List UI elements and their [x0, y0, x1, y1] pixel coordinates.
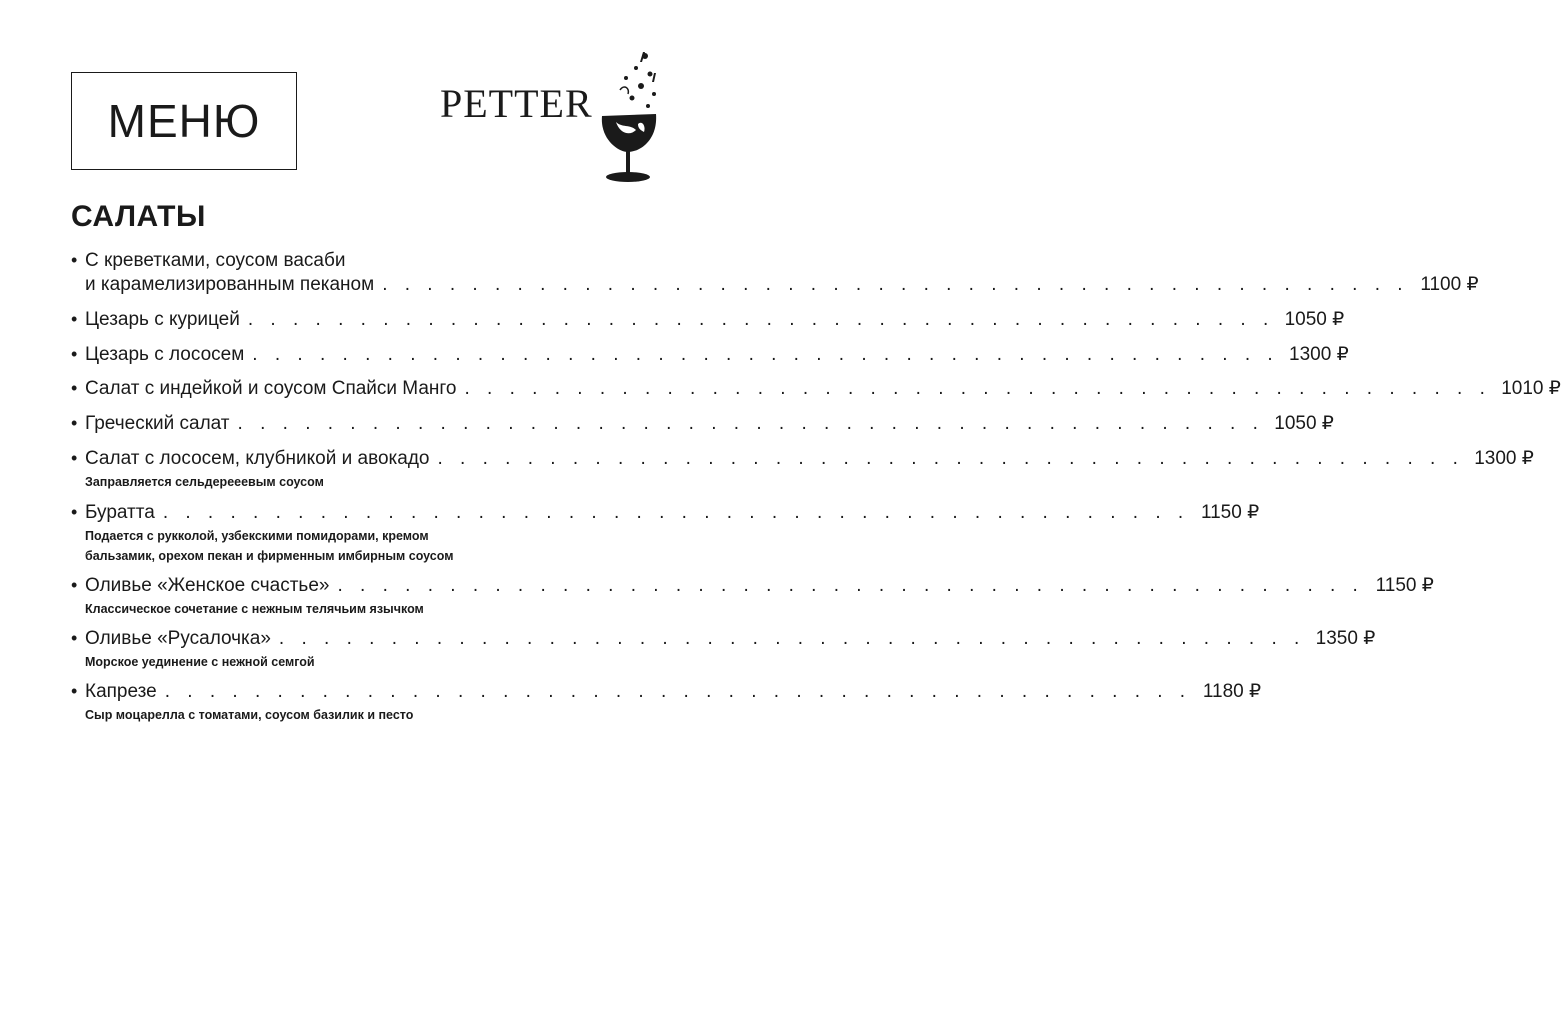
menu-item — [71, 307, 1345, 332]
item-name: Цезарь с курицей — [85, 309, 240, 330]
item-description: Сыр моцарелла с томатами, соусом базилик и песто — [85, 708, 414, 722]
menu-item — [71, 411, 1334, 436]
leader-dots: . . . . . . . . . . . . . . . . . . . . . . . . . . . . . . . . . . . . . . . . . . . . . . — [337, 575, 1364, 596]
item-price: 1150 ₽ — [1200, 502, 1260, 523]
leader-dots: . . . . . . . . . . . . . . . . . . . . . . . . . . . . . . . . . . . . . . . . . . . . . . — [252, 344, 1279, 365]
menu-item — [71, 248, 1479, 297]
item-description-line2: бальзамик, орехом пекан и фирменным имбирным соусом — [85, 549, 454, 563]
item-name: Салат с индейкой и соусом Спайси Манго — [85, 378, 457, 399]
item-description: Классическое сочетание с нежным телячьим язычком — [85, 602, 424, 616]
section-title: САЛАТЫ — [71, 200, 206, 233]
leader-dots: . . . . . . . . . . . . . . . . . . . . . . . . . . . . . . . . . . . . . . . . . . . . . . — [164, 681, 1192, 702]
item-price: 1350 ₽ — [1315, 628, 1376, 649]
bullet: • — [71, 378, 78, 398]
bullet: • — [71, 413, 78, 433]
leader-dots: . . . . . . . . . . . . . . . . . . . . . . . . . . . . . . . . . . . . . . . . . . . . . . — [437, 448, 1464, 469]
menu-item — [71, 500, 1260, 566]
item-price: 1050 ₽ — [1284, 309, 1345, 330]
item-description: Морское уединение с нежной семгой — [85, 655, 315, 669]
bullet: • — [71, 502, 78, 522]
item-price: 1100 ₽ — [1420, 274, 1479, 295]
menu-item — [71, 626, 1376, 672]
item-description: Подается с рукколой, узбекскими помидорами, кремом — [85, 529, 429, 543]
bullet: • — [71, 448, 78, 468]
item-name: и карамелизированным пеканом — [85, 274, 375, 295]
page-title: МЕНЮ — [107, 95, 261, 147]
bullet: • — [71, 250, 78, 270]
leader-dots: . . . . . . . . . . . . . . . . . . . . . . . . . . . . . . . . . . . . . . . . . . . . . . — [278, 628, 1306, 649]
item-description: Заправляется сельдерееевым соусом — [85, 475, 324, 489]
item-price: 1150 ₽ — [1375, 575, 1434, 596]
item-price: 1010 ₽ — [1501, 378, 1561, 399]
menu-item — [71, 446, 1534, 492]
leader-dots: . . . . . . . . . . . . . . . . . . . . . . . . . . . . . . . . . . . . . . . . . . . . . . — [162, 502, 1190, 523]
item-name: Оливье «Женское счастье» — [85, 575, 330, 596]
item-name: Оливье «Русалочка» — [85, 628, 271, 649]
menu-item — [71, 679, 1262, 725]
item-price: 1300 ₽ — [1474, 448, 1534, 469]
item-name: Капрезе — [85, 681, 157, 702]
logo-text: PETTER — [440, 81, 593, 126]
item-price: 1180 ₽ — [1202, 681, 1262, 702]
item-name: Буратта — [85, 502, 155, 523]
leader-dots: . . . . . . . . . . . . . . . . . . . . . . . . . . . . . . . . . . . . . . . . . . . . . . — [247, 309, 1275, 330]
leader-dots: . . . . . . . . . . . . . . . . . . . . . . . . . . . . . . . . . . . . . . . . . . . . . . — [464, 378, 1491, 399]
bullet: • — [71, 575, 78, 595]
item-name: Цезарь с лососем — [85, 344, 245, 365]
menu-item — [71, 573, 1434, 619]
bullet: • — [71, 681, 78, 701]
item-name: Греческий салат — [85, 413, 230, 434]
leader-dots: . . . . . . . . . . . . . . . . . . . . . . . . . . . . . . . . . . . . . . . . . . . . . . — [382, 274, 1409, 295]
menu-title-box — [71, 72, 297, 170]
bullet: • — [71, 628, 78, 648]
menu-item — [71, 342, 1349, 367]
menu-item — [71, 376, 1561, 401]
item-name-line1: С креветками, соусом васаби — [85, 250, 346, 271]
bullet: • — [71, 344, 78, 364]
bullet: • — [71, 309, 78, 329]
item-price: 1300 ₽ — [1289, 344, 1349, 365]
petter-logo — [440, 44, 670, 189]
leader-dots: . . . . . . . . . . . . . . . . . . . . . . . . . . . . . . . . . . . . . . . . . . . . . . — [237, 413, 1264, 434]
item-price: 1050 ₽ — [1274, 413, 1334, 434]
item-name: Салат с лососем, клубникой и авокадо — [85, 448, 430, 469]
